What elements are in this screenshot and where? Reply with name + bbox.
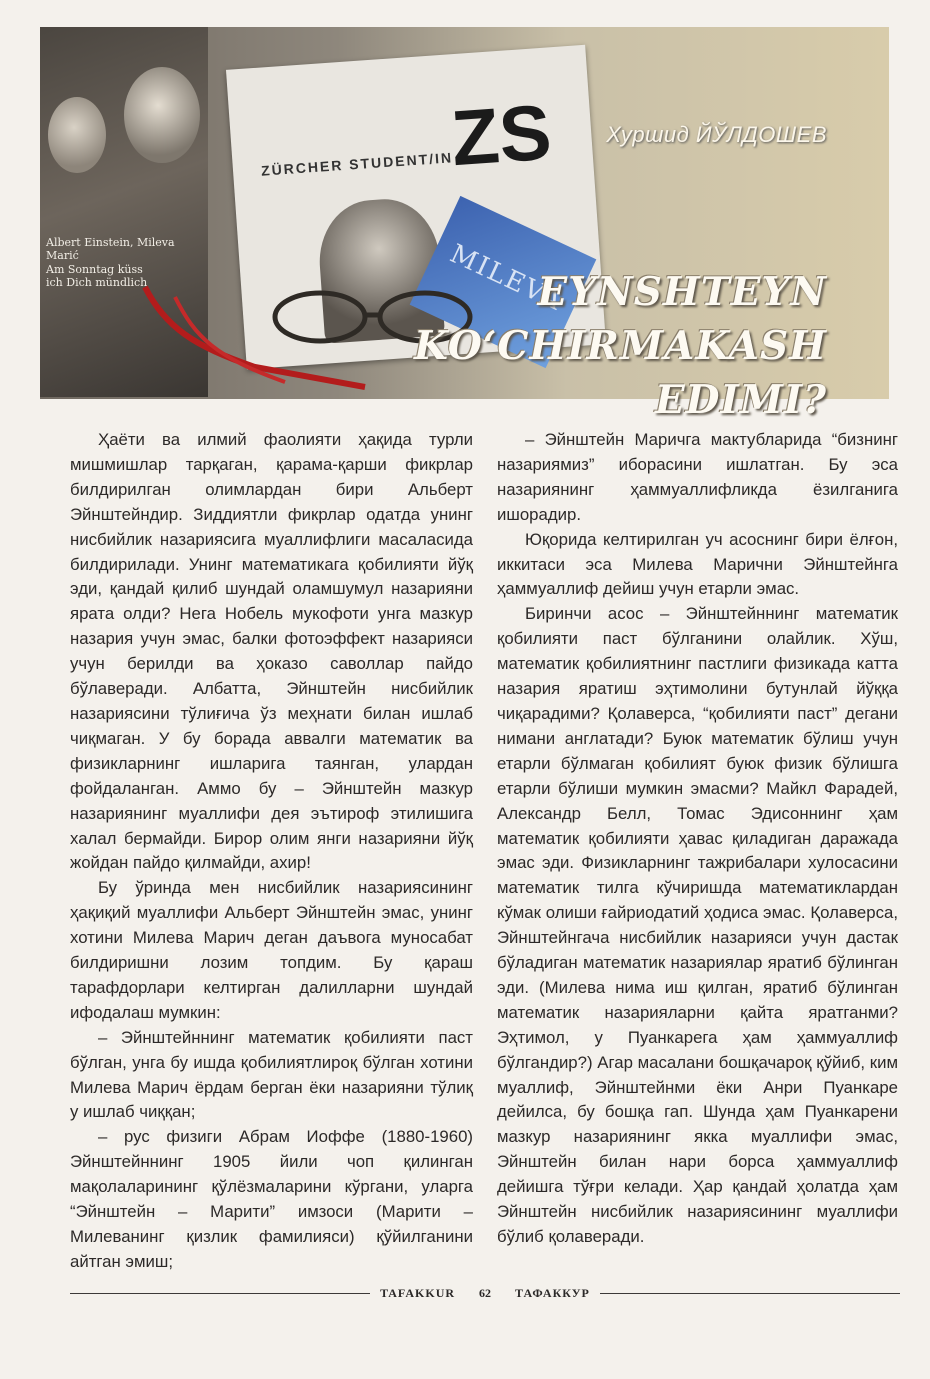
paragraph: – Эйнштейннинг математик қобилияти паст бўлган, унга бу ишда қобилиятлироқ бўлган хотини Милева Марич ёрдам берган ёки назарияни тўлиқ у ишлаб чиққан; xyxy=(70,1027,473,1122)
left-column xyxy=(70,428,473,1275)
page-number: 62 xyxy=(479,1285,492,1300)
header-banner xyxy=(40,27,889,423)
footer-rule xyxy=(70,1293,370,1294)
photo-caption-line: ich Dich mündlich xyxy=(46,275,148,289)
paragraph: – рус физиги Абрам Иоффе (1880-1960) Эйнштейннинг 1905 йили чоп қилинган мақолаларининг қўлёзмаларини кўргани, уларга “Эйнштейн – Марити” имзоси (Марити – Милеванинг қизлик фамилияси) қўйилганини айтган эмиш; xyxy=(70,1127,473,1271)
article-title xyxy=(414,265,827,427)
title-line: KO‘CHIRMAKASH xyxy=(414,323,827,369)
photo-caption xyxy=(46,236,206,289)
paragraph: – Эйнштейн Маричга мактубларида “бизнинг назариямиз” иборасини ишлатган. Бу эса назариянинг ҳаммуаллифликда ёзилганига ишорадир. xyxy=(497,430,898,524)
photo-caption-line: Albert Einstein, Mileva Marić xyxy=(46,236,175,263)
paragraph: Биринчи асос – Эйнштейннинг математик қобилияти паст бўлганини олайлик. Хўш, математик қобилиятнинг пастлиги физикада катта назария яратиш эҳтимолини бутунлай йўққа чиқарадими? Қолаверса, “қобилияти паст” дегани нимани англатади? Буюк математик бўлиш учун етарли бўлмаган қобилият буюк физик бўлишга етарли бўлиши мумкин эмасми? Майкл Фарадей, Александр Белл, Томас Эдисоннинг ҳам математик қобилияти ҳавас қиладиган даражада эмас эди. Физикларнинг тажрибалари хулосасини математик тилга кўчиришда математиклардан кўмак олиши ғайриодатий ҳодиса эмас. Қолаверса, Эйнштейнгача нисбийлик назарияси учун дастак бўладиган математик назариялар яратиб бўлинган эди. (Милева нима иш қилган, яратиб бўлинган математик назарияларни қайта яратганми? Эҳтимол, у Пуанкарега ҳам ҳаммуаллиф бўлгандир?) Агар масалани бошқачароқ қўйиб, ким муаллиф, Эйнштейнми ёки Анри Пуанкаре дейилса, бу бошқа гап. Шунда ҳам Пуанкарени мазкур назариянинг якка муаллифи эмас, Эйнштейн билан нари борса ҳаммуаллиф дейишга тўғри келади. Ҳар қандай ҳолатда ҳам Эйнштейн нисбийлик назариясининг муаллифи бўлиб қолаверади. xyxy=(497,604,898,1246)
footer-label-latin: TAFAKKUR xyxy=(380,1285,456,1300)
title-line: EYNSHTEYN xyxy=(537,269,827,315)
photo-caption-line: Am Sonntag küss xyxy=(46,262,143,276)
book-label: MILEVA xyxy=(445,238,568,318)
title-line: EDIMI? xyxy=(654,377,827,423)
footer-label-cyrillic: ТАФАККУР xyxy=(515,1285,590,1300)
paragraph: Ҳаёти ва илмий фаолияти ҳақида турли мишмишлар тарқаган, қарама-қарши фикрлар билдирилган олимлардан бири Альберт Эйнштейндир. Зиддиятли фикрлар одатда унинг нисбийлик назариясига муаллифлиги масаласида билдирилади. Унинг математикага қобилияти йўқ эди, қандай қилиб шундай оламшумул назарияни ярата олди? Нега Нобель мукофоти унга мазкур назария учун эмас, балки фотоэффект назарияси учун берилди ва ҳоказо саволлар пайдо бўлаверади. Албатта, Эйнштейн нисбийлик назариясини тўлиғича ўз меҳнати билан ишлаб чиқмаган. У бу борада аввалги математик ва физикларнинг ишларига таянган, улардан фойдаланган. Аммо бу – Эйнштейн мазкур назариянинг муаллифи дея эътироф этилишига халал бермайди. Бирор олим янги назарияни йўқ жойдан пайдо қилмайди, ахир! xyxy=(70,430,473,873)
paragraph: Бу ўринда мен нисбийлик назариясининг ҳақиқий муаллифи Альберт Эйнштейн эмас, унинг хотини Милева Марич деган даъвога муносабат билдиришни лозим топдим. Бу қараш тарафдорлари келтирган далилларни шундай ифодалаш мумкин: xyxy=(70,878,473,1022)
footer-rule xyxy=(600,1293,900,1294)
newspaper-logo: ZS xyxy=(448,87,555,183)
page-footer xyxy=(70,1285,900,1301)
einstein-portrait xyxy=(124,67,200,163)
mileva-portrait xyxy=(48,97,106,173)
right-column xyxy=(497,428,898,1250)
author-name: Хуршид ЙЎЛДОШЕВ xyxy=(606,122,827,147)
paragraph: Юқорида келтирилган уч асоснинг бири ёлғон, иккитаси эса Милева Марични Эйнштейнга ҳаммуаллиф дейиш учун етарли эмас. xyxy=(497,529,898,599)
newspaper-title: ZÜRCHER STUDENT/IN xyxy=(260,149,454,179)
